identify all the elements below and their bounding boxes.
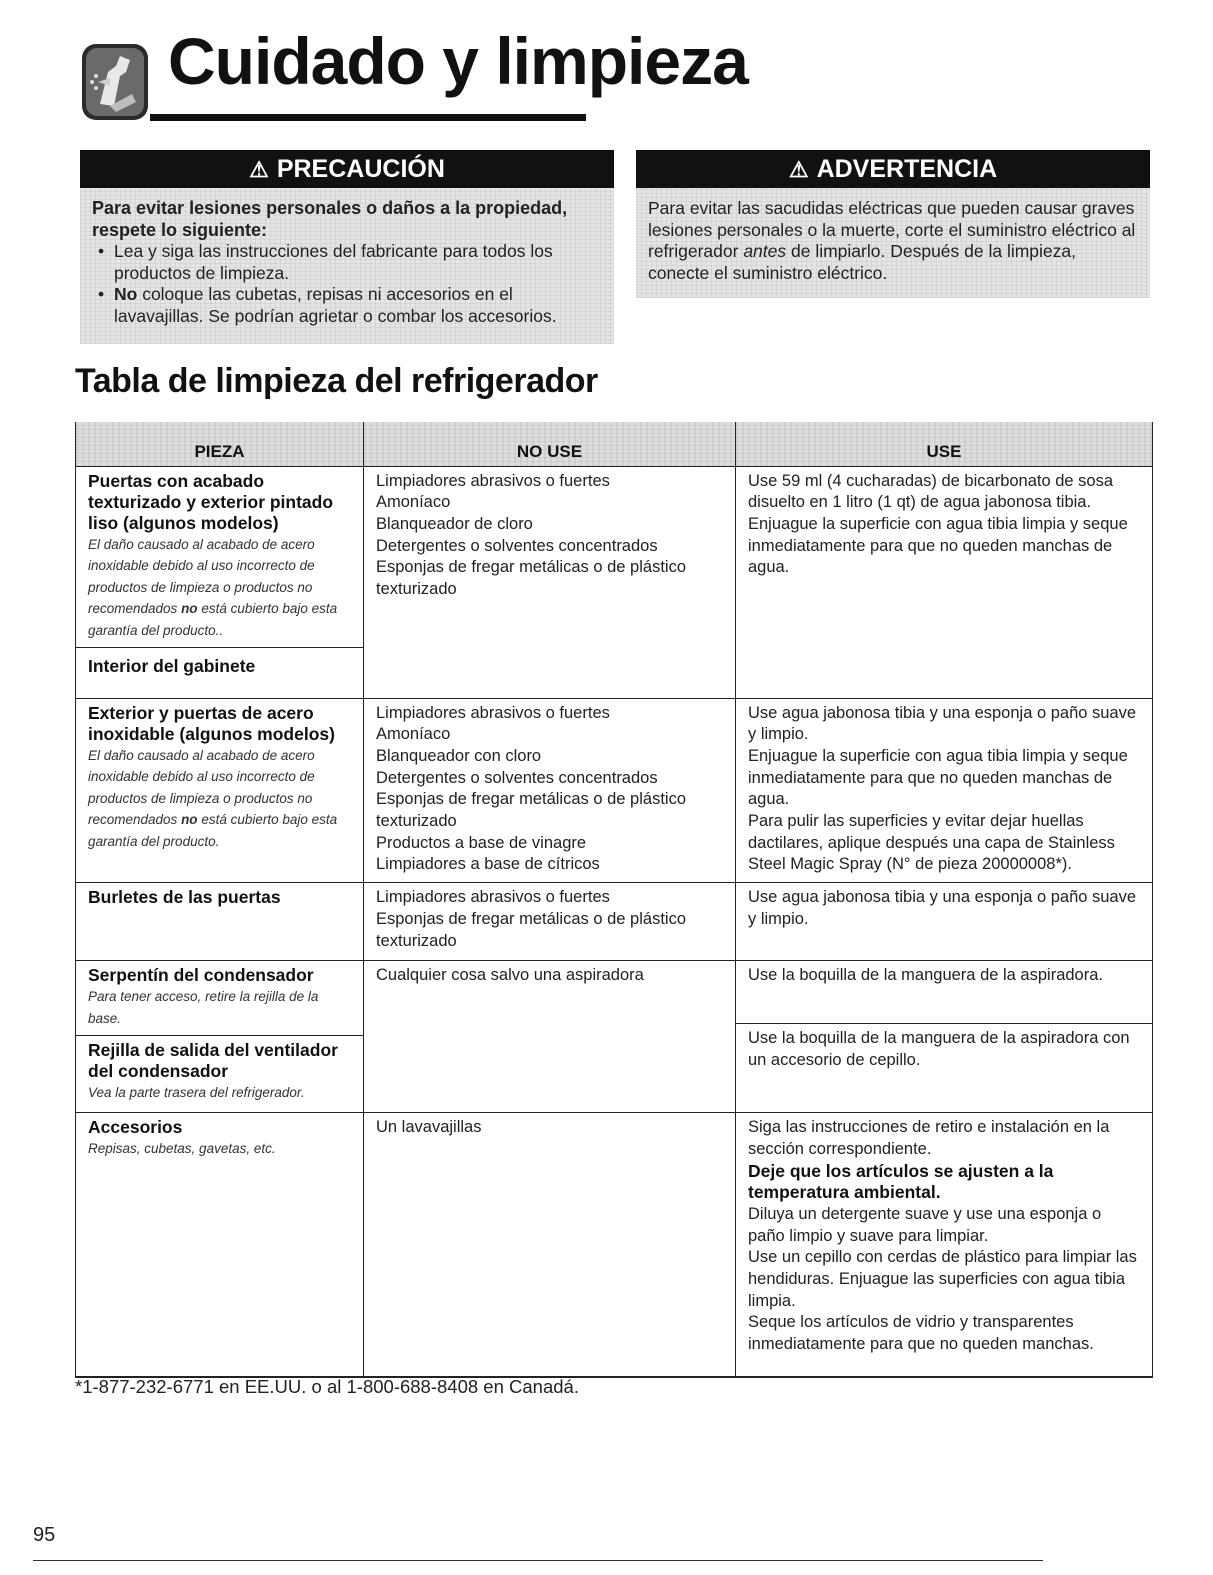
page-title: Cuidado y limpieza — [168, 24, 748, 98]
warning-triangle-icon: ⚠ — [249, 157, 269, 182]
table-row — [76, 961, 1153, 1113]
subpart-cell: Interior del gabinete — [76, 647, 363, 677]
cleaning-table — [75, 422, 1153, 1378]
no-use-cell: Cualquier cosa salvo una aspiradora — [364, 961, 736, 1113]
subpart-cell: Rejilla de salida del ventilador del condensador Vea la parte trasera del refrigerador. — [76, 1035, 363, 1104]
no-use-cell: Limpiadores abrasivos o fuertes Esponjas de fregar metálicas o de plástico texturizado — [364, 883, 736, 961]
no-use-cell: Limpiadores abrasivos o fuertes Amoníaco Blanqueador de cloro Detergentes o solventes concentrados Esponjas de fregar metálicas o de plástico texturizado — [364, 466, 736, 698]
table-header-row — [76, 422, 1153, 466]
part-cell: Burletes de las puertas — [76, 883, 364, 961]
use-cell: Siga las instrucciones de retiro e instalación en la sección correspondiente. Deje que los artículos se ajusten a la temperatura ambiental. Diluya un detergente suave y use una esponja o paño limpio y suave para limpiar. Use un cepillo con cerdas de plástico para limpiar las hendiduras. Enjuague las superficies con agua tibia limpia. Seque los artículos de vidrio y transparentes inmediatamente para que no queden manchas. — [736, 1113, 1153, 1377]
warning-body: Para evitar las sacudidas eléctricas que pueden causar graves lesiones personales o la muerte, corte el suministro eléctrico al refrigerador antes de limpiarlo. Después de la limpieza, conecte el suministro eléctrico. — [636, 188, 1150, 298]
page-number: 95 — [33, 1524, 56, 1546]
table-row — [76, 466, 1153, 698]
table-row — [76, 698, 1153, 883]
title-underline — [150, 114, 586, 121]
use-cell: Use la boquilla de la manguera de la aspiradora. Use la boquilla de la manguera de la aspiradora con un accesorio de cepillo. — [736, 961, 1153, 1113]
warning-triangle-icon: ⚠ — [788, 157, 809, 182]
no-use-cell: Un lavavajillas — [364, 1113, 736, 1377]
table-row — [76, 1113, 1153, 1377]
warning-box — [636, 150, 1150, 298]
part-cell: Serpentín del condensador Para tener acceso, retire la rejilla de la base. Rejilla de salida del ventilador del condensador Vea la parte trasera del refrigerador. — [76, 961, 364, 1113]
caution-bullet: • No coloque las cubetas, repisas ni accesorios en el lavavajillas. Se podrían agrietar o combar los accesorios. — [92, 284, 602, 327]
table-row — [76, 883, 1153, 961]
footnote: *1-877-232-6771 en EE.UU. o al 1-800-688-8408 en Canadá. — [75, 1376, 579, 1397]
header-pieza: PIEZA — [76, 422, 364, 466]
use-cell: Use agua jabonosa tibia y una esponja o paño suave y limpio. Enjuague la superficie con agua tibia limpia y seque inmediatamente para que no queden manchas de agua. Para pulir las superficies y evitar dejar huellas dactilares, aplique después una capa de Stainless Steel Magic Spray (N° de pieza 20000008*). — [736, 698, 1153, 883]
use-subcell: Use la boquilla de la manguera de la aspiradora con un accesorio de cepillo. — [736, 1023, 1152, 1071]
header-no-use: NO USE — [364, 422, 736, 466]
caution-lead: Para evitar lesiones personales o daños a la propiedad, respete lo siguiente: — [92, 198, 568, 240]
use-cell: Use agua jabonosa tibia y una esponja o paño suave y limpio. — [736, 883, 1153, 961]
section-title: Tabla de limpieza del refrigerador — [75, 362, 598, 400]
no-use-cell: Limpiadores abrasivos o fuertes Amoníaco Blanqueador con cloro Detergentes o solventes concentrados Esponjas de fregar metálicas o de plástico texturizado Productos a base de vinagre Limpiadores a base de cítricos — [364, 698, 736, 883]
warning-heading: ⚠ ADVERTENCIA — [636, 150, 1150, 188]
caution-bullet: • Lea y siga las instrucciones del fabricante para todos los productos de limpieza. — [92, 241, 602, 284]
bottom-rule — [33, 1560, 1043, 1561]
caution-heading: ⚠ PRECAUCIÓN — [80, 150, 614, 188]
header-use: USE — [736, 422, 1153, 466]
caution-box — [80, 150, 614, 344]
caution-body — [80, 188, 614, 344]
cleaning-spray-icon — [80, 42, 150, 122]
part-cell: Exterior y puertas de acero inoxidable (algunos modelos) El daño causado al acabado de acero inoxidable debido al uso incorrecto de productos de limpieza o productos no recomendados no está cubierto bajo esta garantía del producto. — [76, 698, 364, 883]
part-cell: Puertas con acabado texturizado y exterior pintado liso (algunos modelos) El daño causado al acabado de acero inoxidable debido al uso incorrecto de productos de limpieza o productos no recomendados no está cubierto bajo esta garantía del producto.. Interior del gabinete — [76, 466, 364, 698]
use-cell: Use 59 ml (4 cucharadas) de bicarbonato de sosa disuelto en 1 litro (1 qt) de agua jabonosa tibia. Enjuague la superficie con agua tibia limpia y seque inmediatamente para que no queden manchas de agua. — [736, 466, 1153, 698]
part-cell: Accesorios Repisas, cubetas, gavetas, etc. — [76, 1113, 364, 1377]
